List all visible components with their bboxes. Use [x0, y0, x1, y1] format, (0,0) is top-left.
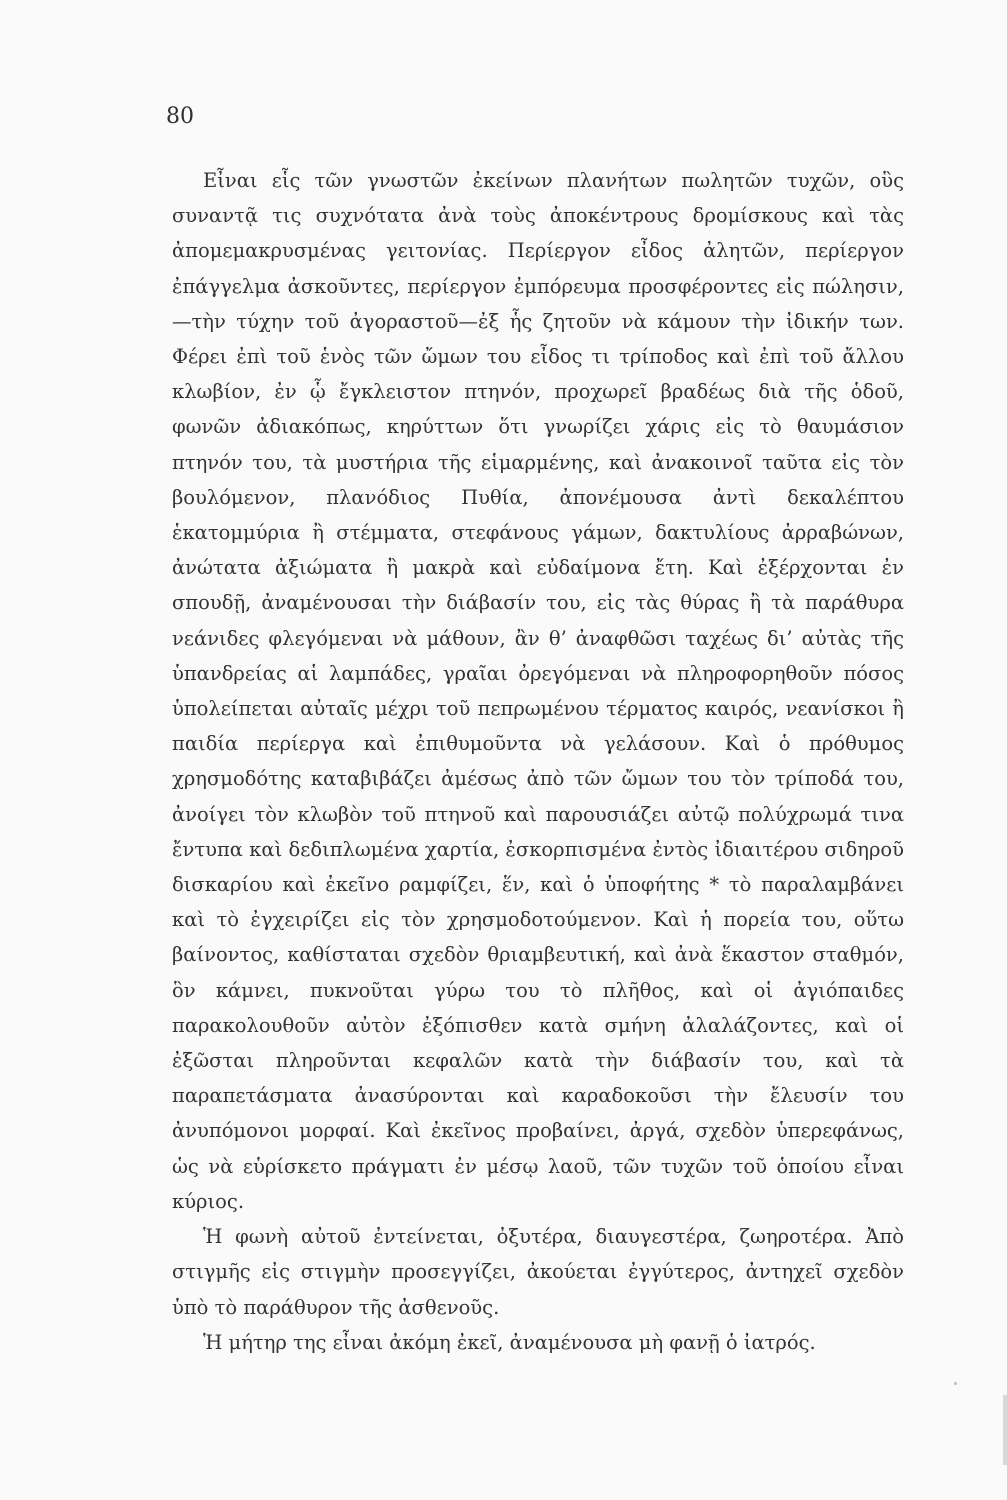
page-number: 80 — [166, 104, 194, 129]
page-edge-shadow — [1003, 1395, 1007, 1465]
scan-speck — [954, 1382, 957, 1385]
body-text — [172, 163, 904, 1360]
paragraph-1: Εἶναι εἷς τῶν γνωστῶν ἐκείνων πλανήτων πωλητῶν τυχῶν, οὓς συναντᾷ τις συχνότατα ἀνὰ τοὺς ἀποκέντρους δρομίσκους καὶ τὰς ἀπομεμακρυσμένας γειτονίας. Περίεργον εἶδος ἀλητῶν, περίεργον ἐπάγγελμα ἀσκοῦντες, περίεργον ἐμπόρευμα προσφέροντες εἰς πώλησιν, —τὴν τύχην τοῦ ἀγοραστοῦ—ἐξ ἧς ζητοῦν νὰ κάμουν τὴν ἰδικήν των. Φέρει ἐπὶ τοῦ ἑνὸς τῶν ὤμων του εἶδος τι τρίποδος καὶ ἐπὶ τοῦ ἄλλου κλωβίον, ἐν ᾧ ἔγκλειστον πτηνόν, προχωρεῖ βραδέως διὰ τῆς ὁδοῦ, φωνῶν ἀδιακόπως, κηρύττων ὅτι γνωρίζει χάρις εἰς τὸ θαυμάσιον πτηνόν του, τὰ μυστήρια τῆς εἱμαρμένης, καὶ ἀνακοινοῖ ταῦτα εἰς τὸν βουλόμενον, πλανόδιος Πυθία, ἀπονέμουσα ἀντὶ δεκαλέπτου ἑκατομμύρια ἢ στέμματα, στεφάνους γάμων, δακτυλίους ἀρραβώνων, ἀνώτατα ἀξιώματα ἢ μακρὰ καὶ εὐδαίμονα ἔτη. Καὶ ἐξέρχονται ἐν σπουδῇ, ἀναμένουσαι τὴν διάβασίν του, εἰς τὰς θύρας ἢ τὰ παράθυρα νεάνιδες φλεγόμεναι νὰ μάθουν, ἂν θ’ ἀναφθῶσι ταχέως δι’ αὐτὰς τῆς ὑπανδρείας αἱ λαμπάδες, γραῖαι ὀρεγόμεναι νὰ πληροφορηθοῦν πόσος ὑπολείπεται αὐταῖς μέχρι τοῦ πεπρωμένου τέρματος καιρός, νεανίσκοι ἢ παιδία περίεργα καὶ ἐπιθυμοῦντα νὰ γελάσουν. Καὶ ὁ πρόθυμος χρησμοδότης καταβιβάζει ἀμέσως ἀπὸ τῶν ὤμων του τὸν τρίποδά του, ἀνοίγει τὸν κλωβὸν τοῦ πτηνοῦ καὶ παρουσιάζει αὐτῷ πολύχρωμά τινα ἔντυπα καὶ δεδιπλωμένα χαρτία, ἐσκορπισμένα ἐντὸς ἰδιαιτέρου σιδηροῦ δισκαρίου καὶ ἐκεῖνο ραμφίζει, ἕν, καὶ ὁ ὑποφήτης * τὸ παραλαμβάνει καὶ τὸ ἐγχειρίζει εἰς τὸν χρησμοδοτούμενον. Καὶ ἡ πορεία του, οὕτω βαίνοντος, καθίσταται σχεδὸν θριαμβευτική, καὶ ἀνὰ ἕκαστον σταθμόν, ὃν κάμνει, πυκνοῦται γύρω του τὸ πλῆθος, καὶ οἱ ἀγιόπαιδες παρακολουθοῦν αὐτὸν ἐξόπισθεν κατὰ σμήνη ἀλαλάζοντες, καὶ οἱ ἐξῶσται πληροῦνται κεφαλῶν κατὰ τὴν διάβασίν του, καὶ τὰ παραπετάσματα ἀνασύρονται καὶ καραδοκοῦσι τὴν ἔλευσίν του ἀνυπόμονοι μορφαί. Καὶ ἐκεῖνος προβαίνει, ἀργά, σχεδὸν ὑπερεφάνως, ὡς νὰ εὑρίσκετο πράγματι ἐν μέσῳ λαοῦ, τῶν τυχῶν τοῦ ὁποίου εἶναι κύριος. — [172, 169, 904, 1213]
paragraph-2: Ἡ φωνὴ αὐτοῦ ἐντείνεται, ὀξυτέρα, διαυγεστέρα, ζωηροτέρα. Ἀπὸ στιγμῆς εἰς στιγμὴν προσεγγίζει, ἀκούεται ἐγγύτερος, ἀντηχεῖ σχεδὸν ὑπὸ τὸ παράθυρον τῆς ἀσθενοῦς. — [172, 1225, 904, 1319]
paragraph-3: Ἡ μήτηρ της εἶναι ἀκόμη ἐκεῖ, ἀναμένουσα μὴ φανῇ ὁ ἰατρός. — [203, 1330, 816, 1354]
